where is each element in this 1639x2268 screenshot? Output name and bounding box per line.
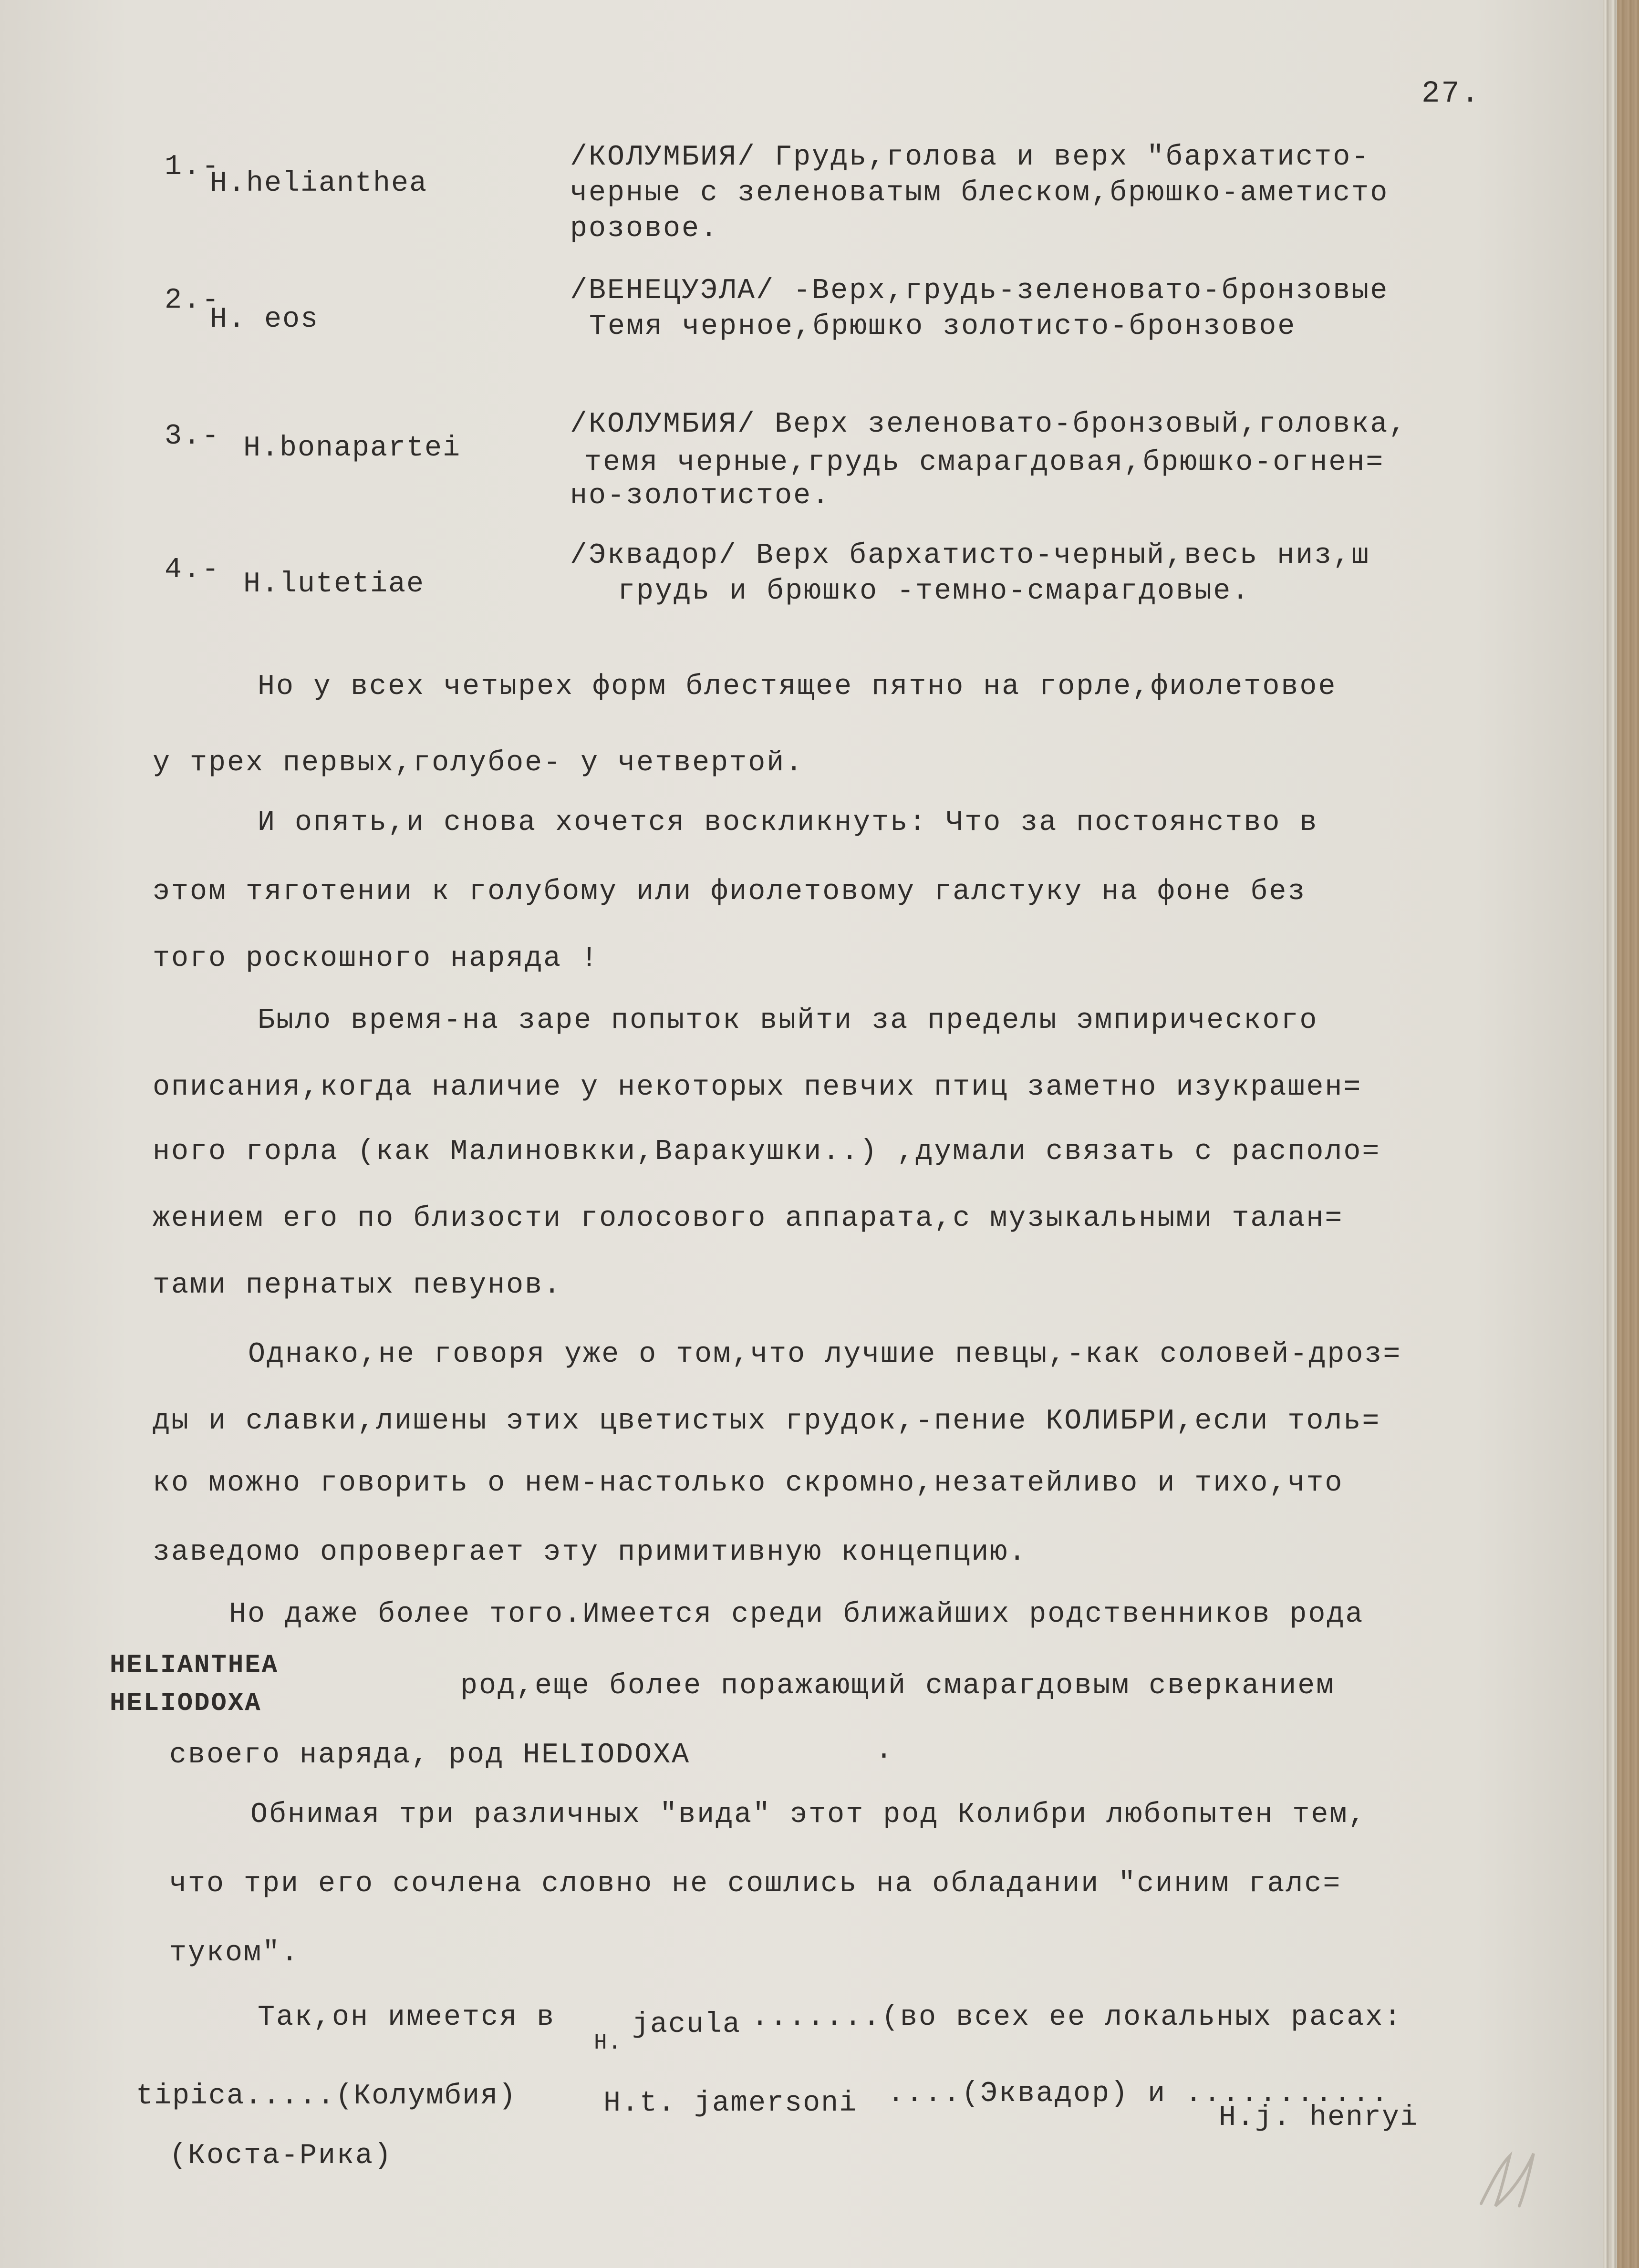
species-4-line-1: /Эквадор/ Верх бархатисто-черный,весь низ,ш bbox=[570, 539, 1370, 572]
species-jamersoni: H.t. jamersoni bbox=[603, 2087, 858, 2120]
last-line-2-start: tipica.....(Колумбия) bbox=[136, 2080, 517, 2113]
species-henryi: H.j. henryi bbox=[1219, 2102, 1419, 2134]
species-1-number: 1.- bbox=[165, 151, 221, 183]
paragraph-3-line-1: Было время-на заре попыток выйти за пределы эмпирического bbox=[258, 1005, 1318, 1037]
species-3-line-2: темя черные,грудь смарагдовая,брюшко-огнен= bbox=[584, 446, 1385, 479]
last-line-1-subscript: H. bbox=[594, 2030, 622, 2055]
paragraph-2-line-3: того роскошного наряда ! bbox=[153, 942, 600, 975]
paragraph-1-line-1: Но у всех четырех форм блестящее пятно на горле,фиолетовое bbox=[258, 671, 1337, 703]
species-1-line-1: /КОЛУМБИЯ/ Грудь,голова и верх "бархатисто- bbox=[570, 141, 1370, 174]
species-4-number: 4.- bbox=[165, 554, 221, 586]
paragraph-5-line-1: Но даже более того.Имеется среди ближайших родственников рода bbox=[229, 1598, 1364, 1631]
species-1-name: H.helianthea bbox=[210, 167, 428, 200]
paragraph-4-line-4: заведомо опровергает эту примитивную концепцию. bbox=[153, 1536, 1027, 1569]
genus-margin-helianthea: HELIANTHEA bbox=[110, 1651, 279, 1680]
species-1-line-2: черные с зеленоватым блеском,брюшко-аметисто bbox=[570, 177, 1389, 209]
paragraph-2-line-1: И опять,и снова хочется воскликнуть: Что за постоянство в bbox=[258, 807, 1318, 839]
genus-line-dot: . bbox=[875, 1734, 894, 1767]
genus-line-2: своего наряда, род HELIODOXA bbox=[169, 1739, 691, 1771]
page-number: 27. bbox=[1421, 77, 1481, 111]
species-1-line-3: розовое. bbox=[570, 213, 719, 245]
paragraph-4-line-1: Однако,не говоря уже о том,что лучшие певцы,-как соловей-дроз= bbox=[248, 1338, 1402, 1371]
species-3-name: H.bonapartei bbox=[243, 432, 461, 465]
species-4-name: H.lutetiae bbox=[243, 568, 425, 601]
paragraph-3-line-5: тами пернатых певунов. bbox=[153, 1269, 562, 1302]
species-jacula: jacula bbox=[632, 2009, 741, 2041]
species-2-line-1: /ВЕНЕЦУЭЛА/ -Верх,грудь-зеленовато-бронзовые bbox=[570, 275, 1389, 307]
species-2-line-2: Темя черное,брюшко золотисто-бронзовое bbox=[589, 311, 1297, 343]
paragraph-4-line-2: ды и славки,лишены этих цветистых грудок,-пение КОЛИБРИ,если толь= bbox=[153, 1405, 1381, 1438]
last-line-2-mid: ....(Эквадор) и ........... bbox=[887, 2078, 1390, 2110]
paragraph-2-line-2: этом тяготении к голубому или фиолетовому галстуку на фоне без bbox=[153, 876, 1307, 908]
archive-mark-handwritten bbox=[1472, 2146, 1553, 2213]
genus-margin-heliodoxa: HELIODOXA bbox=[110, 1689, 262, 1718]
species-3-number: 3.- bbox=[165, 420, 221, 453]
paragraph-6-line-3: туком". bbox=[169, 1937, 300, 1969]
paragraph-3-line-3: ного горла (как Малиновкки,Варакушки..) ,думали связать с располо= bbox=[153, 1136, 1381, 1168]
species-2-number: 2.- bbox=[165, 284, 221, 317]
last-line-1-start: Так,он имеется в bbox=[258, 2001, 556, 2034]
paragraph-3-line-4: жением его по близости голосового аппарата,с музыкальными талан= bbox=[153, 1202, 1344, 1235]
species-3-line-3: но-золотистое. bbox=[570, 480, 831, 512]
species-2-name: H. eos bbox=[210, 303, 319, 336]
species-4-line-2: грудь и брюшко -темно-смарагдовые. bbox=[618, 575, 1251, 608]
paragraph-6-line-2: что три его сочлена словно не сошлись на обладании "синим галс= bbox=[169, 1868, 1342, 1900]
species-3-line-1: /КОЛУМБИЯ/ Верх зеленовато-бронзовый,головка, bbox=[570, 408, 1408, 441]
paragraph-3-line-2: описания,когда наличие у некоторых певчих птиц заметно изукрашен= bbox=[153, 1071, 1362, 1104]
genus-line: род,еще более поражающий смарагдовым сверканием bbox=[460, 1670, 1335, 1702]
last-line-3: (Коста-Рика) bbox=[169, 2140, 393, 2172]
paragraph-4-line-3: ко можно говорить о нем-настолько скромно,незатейливо и тихо,что bbox=[153, 1467, 1344, 1500]
last-line-1-end: .......(во всех ее локальных расах: bbox=[751, 2001, 1403, 2034]
binding-edge bbox=[1617, 0, 1639, 2268]
paragraph-1-line-2: у трех первых,голубое- у четвертой. bbox=[153, 747, 804, 779]
paragraph-6-line-1: Обнимая три различных "вида" этот род Колибри любопытен тем, bbox=[250, 1799, 1367, 1831]
